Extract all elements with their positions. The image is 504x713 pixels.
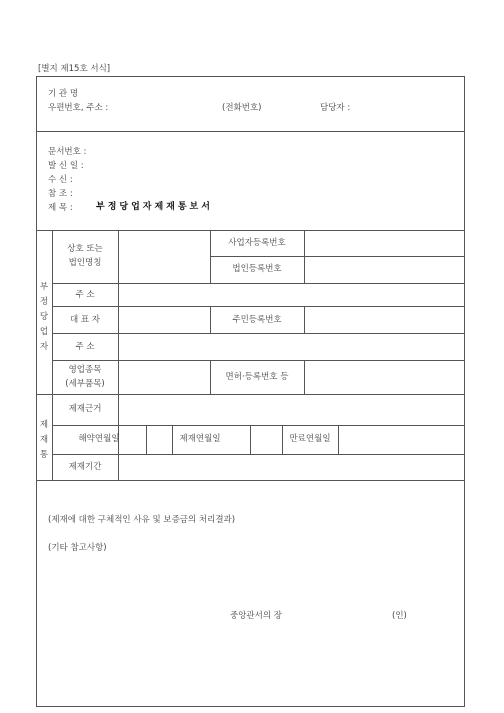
license-no-label: 면허·등록번호 등 [225, 372, 289, 382]
phone-label: (전화번호) [222, 103, 262, 113]
address-label: 우편번호, 주소 : [48, 103, 109, 113]
manager-label: 담당자 : [320, 103, 351, 113]
divider-sanction [36, 480, 465, 481]
row-line-name [52, 283, 465, 284]
divider-header [36, 131, 465, 132]
form-label: [별지 제15호 서식] [38, 64, 111, 74]
contractor-side-label: 부 정 당 업 자 [39, 282, 49, 352]
corp-reg-no-label: 법인등록번호 [232, 264, 282, 274]
seal-label: (인) [392, 611, 407, 621]
resident-reg-no-label: 주민등록번호 [232, 315, 282, 325]
col-line-cancel [146, 425, 147, 454]
sanction-side-label: 제 재 통 [39, 420, 49, 460]
divider-contractor [36, 394, 465, 395]
col-line-completion-val [338, 425, 339, 454]
doc-number-label: 문서번호 : [48, 147, 87, 157]
completion-date-label: 만료연월일 [289, 434, 331, 444]
subject-label: 제 목 : [48, 203, 73, 213]
sanction-date-label: 제재연월일 [179, 434, 221, 444]
agency-label: 기 관 명 [48, 89, 79, 99]
biz-reg-no-label: 사업자등록번호 [228, 238, 286, 248]
row-line-rep [52, 333, 465, 334]
divider-docinfo [36, 230, 465, 231]
col-line-sanction-val [250, 425, 251, 454]
sanction-basis-label: 제재근거 [68, 404, 102, 414]
representative-label: 대 표 자 [69, 315, 101, 325]
right-column-line-c [304, 360, 305, 394]
other-notes-label: (기타 참고사항) [48, 543, 107, 553]
address1-label: 주 소 [75, 290, 95, 300]
address2-label: 주 소 [75, 342, 95, 352]
row-line-address1 [52, 306, 465, 307]
signatory-label: 중앙관서의 장 [230, 611, 282, 621]
row-line-address2 [52, 360, 465, 361]
reference-label: 참 조 : [48, 189, 73, 199]
row-line-bizreg [210, 256, 465, 257]
company-name-label: 상호 또는 법인명칭 [67, 244, 103, 268]
right-column-line-b [304, 306, 305, 333]
detail-reason-label: (제재에 대한 구체적인 사유 및 보증금의 처리결과) [48, 515, 236, 525]
subject-value: 부정당업자제재통보서 [96, 202, 213, 212]
sender-label: 발 신 일 : [48, 161, 84, 171]
recipient-label: 수 신 : [48, 175, 73, 185]
row-line-dates [52, 454, 465, 455]
cancel-date-label: 해약연월일 [78, 434, 120, 444]
row-line-basis [52, 425, 465, 426]
sanction-period-label: 제재기간 [68, 462, 102, 472]
business-type-label: 영업종목 (세부품목) [65, 365, 105, 389]
